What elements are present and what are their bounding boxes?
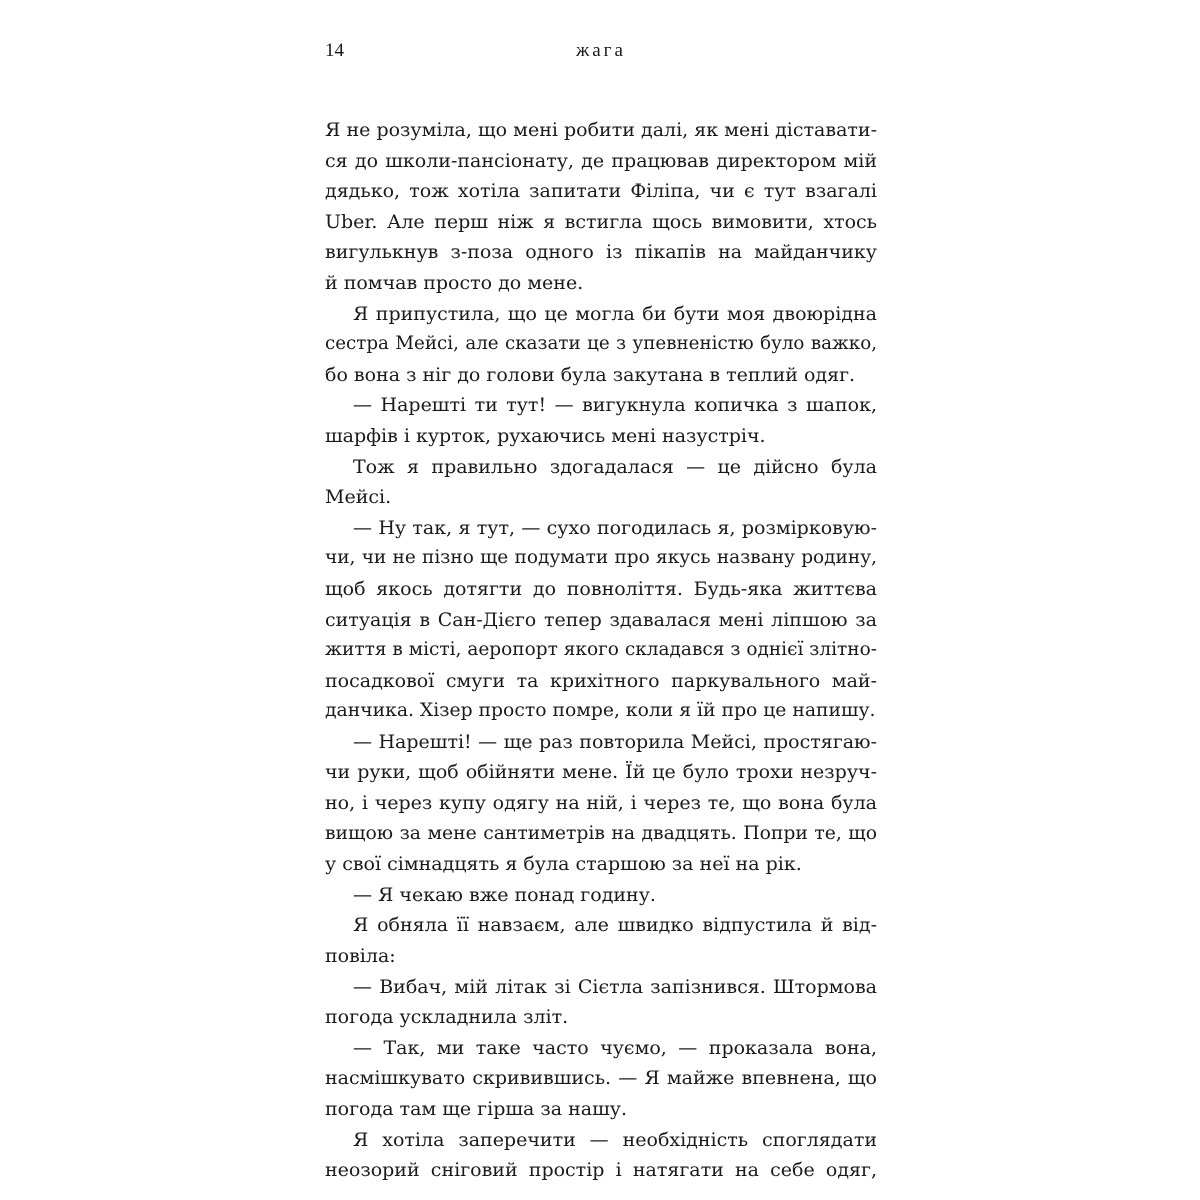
text-line: вигулькнув з-поза одного із пікапів на майданчику (325, 241, 877, 264)
text-line: — Нарешті! — ще раз повторила Мейсі, простягаю- (353, 730, 877, 753)
text-line: Тож я правильно здогадалася — це дійсно була (353, 455, 877, 478)
text-line: щоб якось дотягти до повноліття. Будь-яка життєва (325, 577, 877, 600)
body-text (325, 115, 877, 1186)
text-line: вищою за мене сантиметрів на двадцять. Попри те, що (325, 822, 877, 844)
text-line: сестра Мейсі, але сказати це з упевненістю було важко, (325, 333, 877, 355)
text-line: у свої сімнадцять я була старшою за неї на рік. (325, 853, 802, 876)
text-line: дядько, тож хотіла запитати Філіпа, чи є тут взагалі (325, 180, 877, 203)
text-line: погода ускладнила зліт. (325, 1006, 569, 1029)
text-line: Я не розуміла, що мені робити далі, як мені діставати- (325, 119, 877, 141)
text-line: й помчав просто до мене. (325, 271, 584, 294)
text-line: ситуація в Сан-Дієго тепер здавалася мені ліпшою за (325, 608, 877, 631)
text-line: — Нарешті ти тут! — вигукнула копичка з шапок, (353, 394, 877, 417)
text-line: Я хотіла заперечити — необхідність споглядати (353, 1128, 877, 1151)
text-line: посадкової смуги та крихітного паркувального май- (325, 669, 877, 692)
text-line: Я припустила, що це могла би бути моя двоюрідна (353, 302, 877, 325)
page-number: 14 (325, 40, 344, 61)
text-line: — Так, ми таке часто чуємо, — проказала вона, (353, 1036, 877, 1059)
text-line: но, і через купу одягу на ній, і через те, що вона була (325, 792, 877, 815)
text-line: повіла: (325, 945, 396, 968)
text-line: данчика. Хізер просто помре, коли я їй про це напишу. (325, 700, 876, 722)
running-title: жага (576, 40, 626, 61)
text-line: — Вибач, мій літак зі Сієтла запізнився. Штормова (353, 975, 877, 998)
text-line: — Ну так, я тут, — сухо погодилась я, розмірковую- (353, 516, 877, 539)
text-line: бо вона з ніг до голови була закутана в теплий одяг. (325, 363, 856, 386)
text-line: Я обняла її навзаєм, але швидко відпустила й від- (353, 914, 877, 937)
text-line: ся до школи-пансіонату, де працював директором мій (325, 149, 877, 172)
text-line: шарфів і курток, рухаючись мені назустріч. (325, 424, 766, 447)
text-line: чи, чи не пізно ще подумати про якусь названу родину, (325, 547, 877, 569)
text-line: — Я чекаю вже понад годину. (353, 883, 656, 906)
text-line: Uber. Але перш ніж я встигла щось вимовити, хтось (325, 210, 877, 233)
text-line: життя в місті, аеропорт якого складався з однієї злітно- (325, 639, 877, 661)
text-line: Мейсі. (325, 486, 392, 509)
text-line: чи руки, щоб обійняти мене. Їй це було трохи незруч- (325, 761, 877, 784)
running-head (325, 40, 877, 70)
text-line: неозорий сніговий простір і натягати на себе одяг, (325, 1159, 877, 1182)
text-line: погода там ще гірша за нашу. (325, 1098, 627, 1120)
text-line: насмішкувато скривившись. — Я майже впевнена, що (325, 1067, 877, 1090)
